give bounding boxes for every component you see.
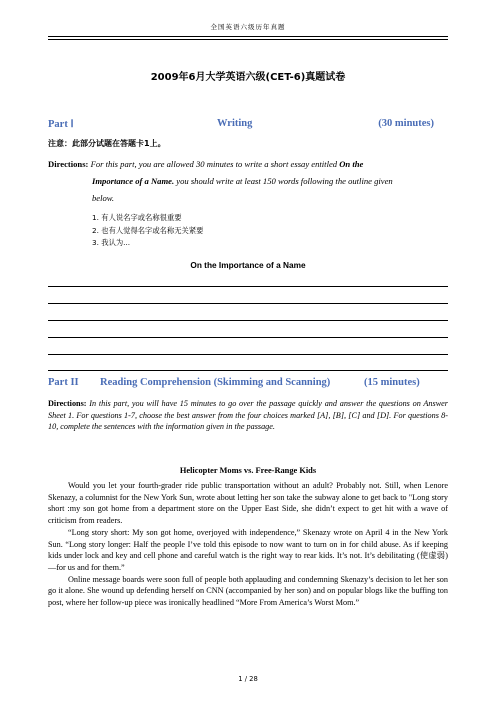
part1-name: Part Ⅰ (48, 119, 74, 130)
passage-paragraph: Would you let your fourth-grader ride public transportation without an adult? Probably not. Still, when Lenore Skenazy, a columnist for the New York Sun, wrote about letting her son take the subway alone to get back to "Long story short :my son got home from a department store on the Upper East Side, she didn’t expect to get hit with a wave of criticism from readers. (48, 481, 448, 526)
part1-notice: 注意：此部分试题在答题卡1上。 (48, 139, 166, 148)
header-rule-thick (48, 36, 448, 37)
part1-directions (48, 156, 448, 207)
essay-outline (92, 212, 203, 250)
outline-item: 1. 有人说名字或名称很重要 (92, 213, 182, 222)
directions-bold-1: On the (339, 159, 364, 169)
page-number: 1 / 28 (238, 675, 258, 683)
part2-heading (48, 377, 448, 388)
passage-paragraph: Online message boards were soon full of people both applauding and condemning Skenazy’s decision to let her son go it alone. She wound up defending herself on CNN (accompanied by her son) and on popular blogs like the buffing ton post, where her follow-up piece was ironically headlined “More From America’s Worst Mom.” (48, 574, 448, 608)
essay-title: On the Importance of a Name (190, 260, 306, 270)
part2-directions (48, 398, 448, 433)
directions-text-2: you should write at least 150 words following the outline given (174, 176, 393, 186)
directions-line-2 (48, 173, 448, 190)
writing-line (48, 303, 448, 304)
passage-title: Helicopter Moms vs. Free-Range Kids (179, 466, 317, 475)
directions-text-1: For this part, you are allowed 30 minutes to write a short essay entitled (88, 159, 340, 169)
part1-section: Writing (217, 118, 253, 129)
writing-line (48, 320, 448, 321)
page-title: 2009年6月大学英语六级(CET-6)真题试卷 (150, 72, 346, 83)
writing-line (48, 354, 448, 355)
writing-line (48, 370, 448, 371)
outline-item: 2. 也有人觉得名字或名称无关紧要 (92, 225, 204, 235)
directions-label: Directions: (48, 159, 89, 169)
writing-line (48, 337, 448, 338)
directions-text-3: below. (92, 193, 115, 203)
writing-line (48, 286, 448, 287)
directions-text: In this part, you will have 15 minutes to go over the passage quickly and answer the questions on Answer Sheet 1. For questions 1-7, choose the best answer from the four choices marked [A], [B], [C] and [D]. For questions 8-10, complete the sentences with the information given in the passage. (48, 399, 448, 432)
passage-body (48, 480, 448, 609)
directions-label: Directions: (48, 399, 87, 408)
page-header: 全国英语六级历年真题 (210, 23, 286, 31)
part2-section: Reading Comprehension (Skimming and Scanning) (100, 377, 331, 388)
header-rule-thin (48, 39, 448, 40)
directions-bold-2: Importance of a Name. (92, 176, 175, 186)
passage-paragraph: “Long story short: My son got home, overjoyed with independence,” Skenazy wrote on April 4 in the New York Sun. “Long story longer: Half the people I’ve told this episode to now want to turn on in for child abuse. As if keeping kids under lock and key and cell phone and careful watch is the right way to rear kids. It’s not. It’s debilitating (使虚弱)—for us and for them.” (48, 527, 448, 572)
part2-name: Part II (48, 377, 79, 388)
outline-item: 3. 我认为... (92, 238, 131, 247)
part2-time: (15 minutes) (364, 377, 420, 388)
part1-time: (30 minutes) (378, 118, 434, 129)
